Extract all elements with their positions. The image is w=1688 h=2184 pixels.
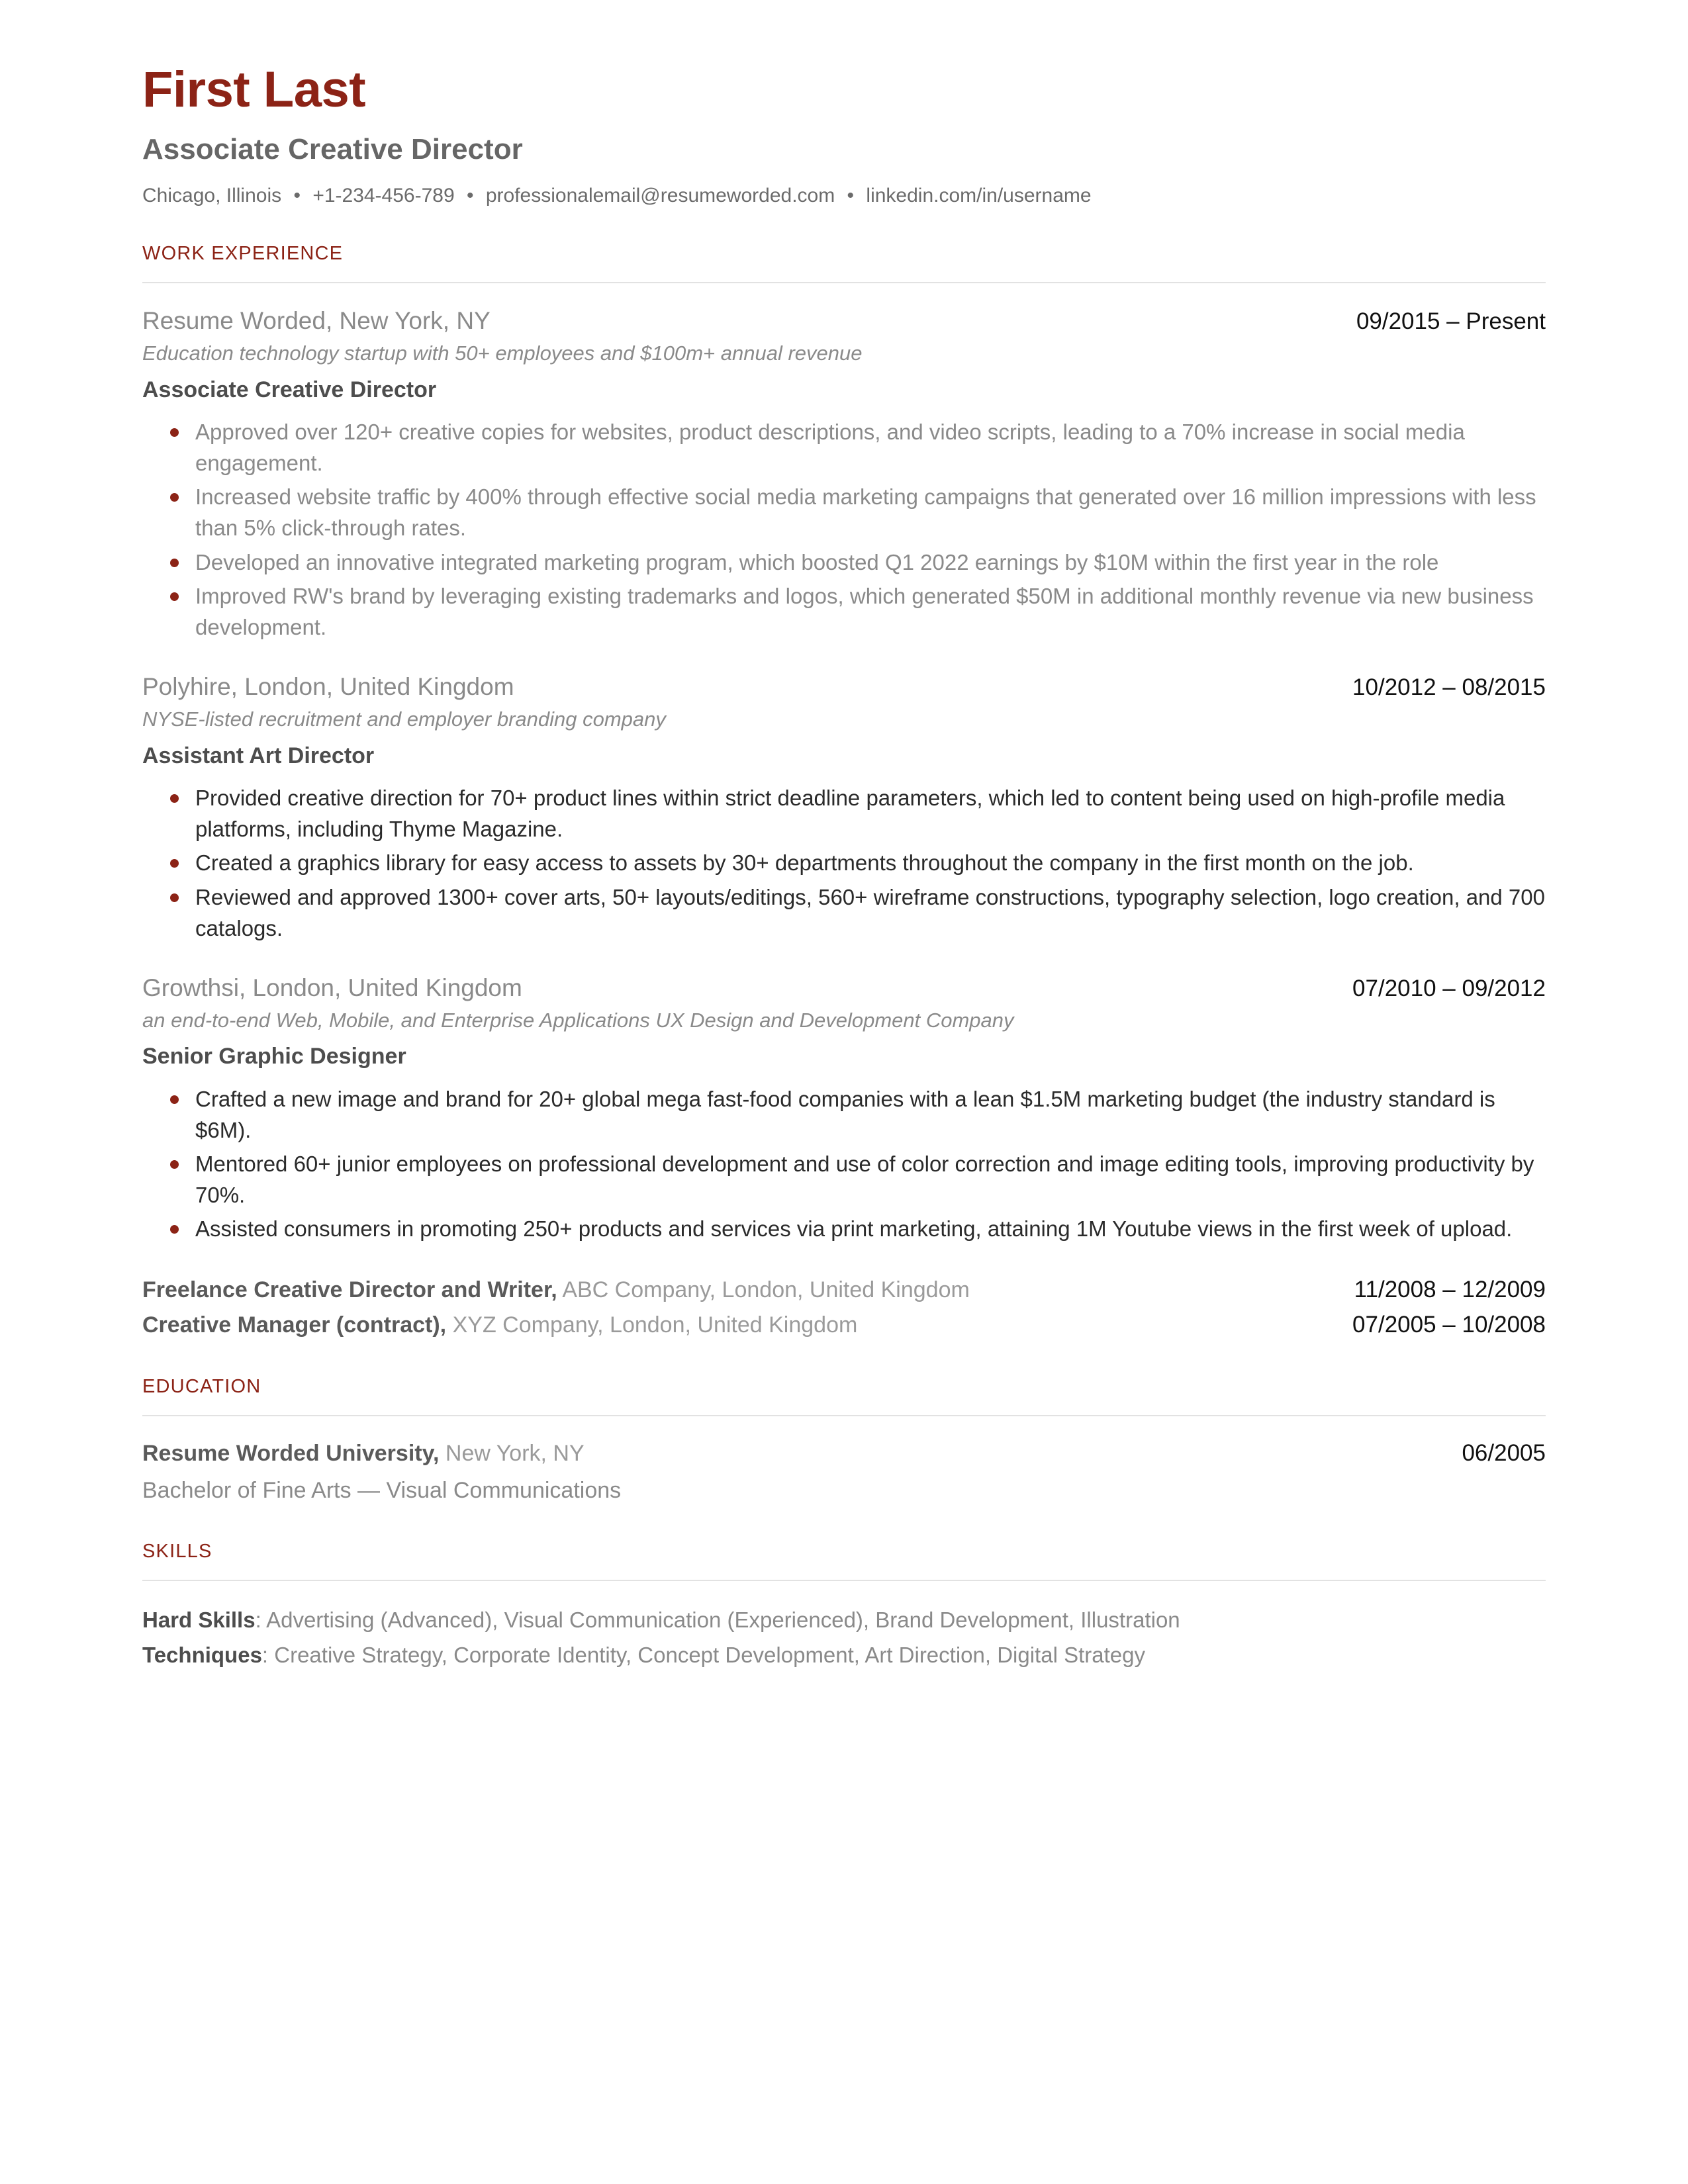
compact-role-title: Creative Manager (contract), bbox=[142, 1312, 447, 1338]
compact-role-company: ABC Company, London, United Kingdom bbox=[557, 1277, 970, 1302]
candidate-name: First Last bbox=[142, 62, 366, 118]
compact-role-company: XYZ Company, London, United Kingdom bbox=[446, 1312, 858, 1338]
skill-label: Hard Skills bbox=[142, 1607, 256, 1632]
job-bullet: Crafted a new image and brand for 20+ global mega fast-food companies with a lean $1.5M marketing budget (the industry standard is $6M). bbox=[142, 1083, 1546, 1146]
job-bullet: Developed an innovative integrated marketing program, which boosted Q1 2022 earnings by $10M within the first year in the role bbox=[142, 547, 1546, 578]
compact-role-title: Freelance Creative Director and Writer, bbox=[142, 1277, 557, 1302]
job-company-description: Education technology startup with 50+ employees and $100m+ annual revenue bbox=[142, 341, 863, 365]
job-bullet: Reviewed and approved 1300+ cover arts, 50+ layouts/editings, 560+ wireframe constructions, typography selection, logo creation, and 700 catalogs. bbox=[142, 882, 1546, 944]
compact-role-text bbox=[142, 1309, 857, 1342]
skill-value: : Advertising (Advanced), Visual Communication (Experienced), Brand Development, Illustration bbox=[255, 1607, 1180, 1632]
section-divider-work bbox=[142, 282, 1546, 283]
resume-header bbox=[142, 64, 1546, 208]
compact-role-list bbox=[142, 1274, 1546, 1342]
section-divider-education bbox=[142, 1415, 1546, 1416]
job-title: Associate Creative Director bbox=[142, 377, 437, 402]
skill-value: : Creative Strategy, Corporate Identity, Concept Development, Art Direction, Digital Strategy bbox=[261, 1643, 1145, 1668]
compact-role bbox=[142, 1274, 1546, 1306]
compact-role-text bbox=[142, 1274, 970, 1306]
section-education bbox=[142, 1376, 1546, 1506]
candidate-headline: Associate Creative Director bbox=[142, 132, 523, 165]
skill-row bbox=[142, 1604, 1546, 1637]
job-company: Resume Worded, New York, NY bbox=[142, 307, 491, 335]
section-skills bbox=[142, 1541, 1546, 1672]
contact-line bbox=[142, 183, 1546, 208]
education-entry bbox=[142, 1439, 1546, 1506]
education-school-location: New York, NY bbox=[439, 1441, 585, 1467]
job-bullet: Mentored 60+ junior employees on professional development and use of color correction and image editing tools, improving productivity by 70%. bbox=[142, 1148, 1546, 1210]
job-title: Assistant Art Director bbox=[142, 743, 375, 768]
job-bullet: Created a graphics library for easy access to assets by 30+ departments throughout the company in the first month on the job. bbox=[142, 847, 1546, 878]
job-dates: 10/2012 – 08/2015 bbox=[1352, 674, 1546, 701]
section-title-skills: SKILLS bbox=[142, 1540, 212, 1562]
job-company: Polyhire, London, United Kingdom bbox=[142, 673, 514, 701]
job-bullet-list bbox=[142, 416, 1546, 643]
compact-role bbox=[142, 1309, 1546, 1342]
job-company-description: an end-to-end Web, Mobile, and Enterprise Applications UX Design and Development Company bbox=[142, 1009, 1014, 1032]
contact-phone[interactable]: +1-234-456-789 bbox=[312, 185, 455, 207]
job-company-description: NYSE-listed recruitment and employer branding company bbox=[142, 707, 666, 731]
skill-row bbox=[142, 1639, 1546, 1672]
job-bullet: Approved over 120+ creative copies for websites, product descriptions, and video scripts, leading to a 70% increase in social media engagement. bbox=[142, 416, 1546, 478]
education-school bbox=[142, 1439, 585, 1469]
contact-separator-3: • bbox=[847, 185, 855, 207]
job-bullet: Provided creative direction for 70+ product lines within strict deadline parameters, which led to content being used on high-profile media platforms, including Thyme Magazine. bbox=[142, 782, 1546, 844]
job-bullet: Improved RW's brand by leveraging existing trademarks and logos, which generated $50M in additional monthly revenue via new business development. bbox=[142, 580, 1546, 643]
job-header bbox=[142, 306, 1546, 336]
job-title: Senior Graphic Designer bbox=[142, 1044, 406, 1069]
section-divider-skills bbox=[142, 1580, 1546, 1581]
job-bullet: Increased website traffic by 400% through effective social media marketing campaigns that generated over 16 million impressions with less than 5% click-through rates. bbox=[142, 481, 1546, 543]
education-dates: 06/2005 bbox=[1462, 1440, 1546, 1467]
contact-email[interactable]: professionalemail@resumeworded.com bbox=[485, 185, 835, 207]
compact-role-dates: 11/2008 – 12/2009 bbox=[1354, 1276, 1546, 1302]
education-degree: Bachelor of Fine Arts — Visual Communications bbox=[142, 1478, 622, 1504]
section-title-work-experience: WORK EXPERIENCE bbox=[142, 243, 344, 265]
job-entry bbox=[142, 306, 1546, 643]
job-header bbox=[142, 973, 1546, 1003]
job-bullet-list bbox=[142, 782, 1546, 944]
job-entry bbox=[142, 672, 1546, 944]
job-company: Growthsi, London, United Kingdom bbox=[142, 974, 522, 1001]
contact-linkedin[interactable]: linkedin.com/in/username bbox=[866, 185, 1092, 207]
education-header bbox=[142, 1439, 1546, 1469]
job-entry bbox=[142, 973, 1546, 1245]
contact-separator-2: • bbox=[467, 185, 474, 207]
section-work-experience bbox=[142, 243, 1546, 1342]
job-header bbox=[142, 672, 1546, 702]
section-title-education: EDUCATION bbox=[142, 1376, 261, 1398]
job-bullet-list bbox=[142, 1083, 1546, 1245]
skill-label: Techniques bbox=[142, 1643, 262, 1668]
education-school-name: Resume Worded University, bbox=[142, 1441, 440, 1467]
contact-location: Chicago, Illinois bbox=[142, 185, 282, 207]
job-dates: 09/2015 – Present bbox=[1356, 308, 1546, 335]
compact-role-dates: 07/2005 – 10/2008 bbox=[1352, 1311, 1546, 1338]
contact-separator-1: • bbox=[293, 185, 301, 207]
job-dates: 07/2010 – 09/2012 bbox=[1352, 975, 1546, 1001]
job-bullet: Assisted consumers in promoting 250+ products and services via print marketing, attaining 1M Youtube views in the first week of upload. bbox=[142, 1213, 1546, 1244]
